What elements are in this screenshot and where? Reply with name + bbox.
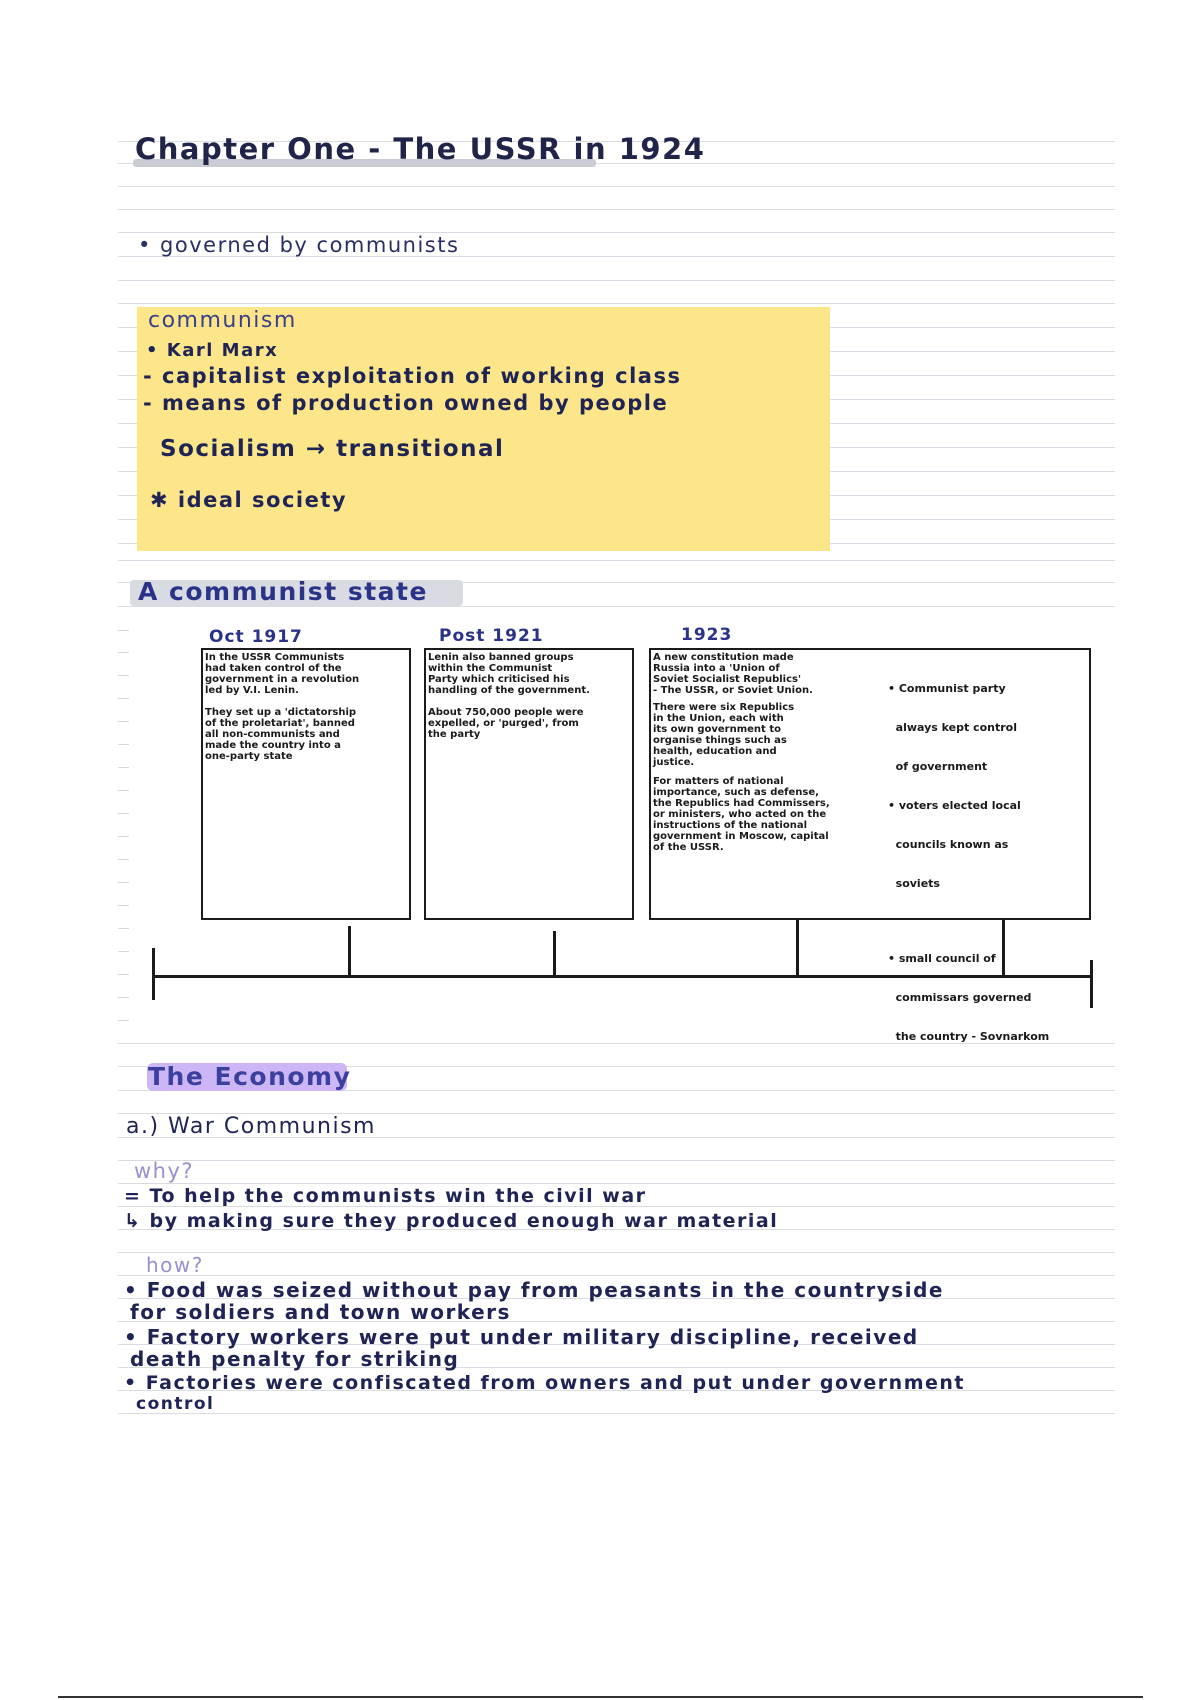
box-1923-text [653, 652, 830, 853]
ruled-line [118, 1183, 1115, 1184]
page-title: Chapter One - The USSR in 1924 [135, 132, 706, 166]
margin-tick [118, 630, 129, 631]
text-line: handling of the government. [428, 685, 590, 696]
margin-tick [118, 882, 129, 883]
spacer [205, 696, 359, 707]
text-line: within the Communist [428, 663, 553, 674]
timeline-connector-1917 [348, 926, 351, 977]
ruled-line [118, 186, 1115, 187]
text-line: or ministers, who acted on the [653, 809, 827, 820]
text-line: There were six Republics [653, 702, 795, 713]
side-note-line: always kept control [888, 721, 1018, 734]
margin-tick [118, 997, 129, 998]
text-line: health, education and [653, 746, 777, 757]
side-note-line: • voters elected local [888, 799, 1021, 812]
text-line: Soviet Socialist Republics' [653, 674, 802, 685]
text-line: importance, such as defense, [653, 787, 819, 798]
side-note-line: soviets [888, 877, 940, 890]
margin-tick [118, 905, 129, 906]
communism-line: - capitalist exploitation of working class [143, 364, 682, 388]
margin-tick [118, 675, 129, 676]
box-1923-side-notes [888, 656, 1049, 1069]
margin-tick [118, 652, 129, 653]
ruled-line [118, 1413, 1115, 1414]
ruled-line [118, 209, 1115, 210]
ruled-line [118, 1252, 1115, 1253]
timeline-start-cap [152, 948, 155, 1000]
how-label: how? [146, 1253, 204, 1277]
timeline-date-1921: Post 1921 [439, 626, 544, 646]
timeline-end-cap [1090, 960, 1093, 1008]
ruled-line [118, 280, 1115, 281]
how-line: for soldiers and town workers [130, 1300, 511, 1324]
text-line: A new constitution made [653, 652, 794, 663]
ruled-line [118, 560, 1115, 561]
text-line: Lenin also banned groups [428, 652, 574, 663]
intro-bullet: • governed by communists [138, 233, 460, 257]
spacer [888, 916, 1049, 926]
margin-tick [118, 1020, 129, 1021]
economy-heading: The Economy [148, 1062, 352, 1091]
text-line: the Republics had Commissers, [653, 798, 830, 809]
margin-tick [118, 928, 129, 929]
text-line: Russia into a 'Union of [653, 663, 780, 674]
text-line: organise things such as [653, 735, 787, 746]
communism-heading: communism [148, 308, 297, 333]
how-line: control [136, 1394, 215, 1414]
ruled-line [118, 303, 1115, 304]
ruled-line [118, 1275, 1115, 1276]
text-line: in the Union, each with [653, 713, 784, 724]
margin-tick [118, 767, 129, 768]
text-line: - The USSR, or Soviet Union. [653, 685, 813, 696]
why-line: = To help the communists win the civil war [124, 1185, 647, 1207]
text-line: all non-communists and [205, 729, 340, 740]
text-line: of the USSR. [653, 842, 724, 853]
text-line: Party which criticised his [428, 674, 570, 685]
text-line: had taken control of the [205, 663, 342, 674]
ruled-line [118, 1160, 1115, 1161]
communism-line: • Karl Marx [146, 340, 279, 361]
timeline-date-1923: 1923 [681, 625, 733, 645]
margin-tick [118, 744, 129, 745]
side-note-line: councils known as [888, 838, 1009, 851]
side-note-line: • Communist party [888, 682, 1006, 695]
margin-tick [118, 951, 129, 952]
spacer [428, 696, 590, 707]
communist-state-heading: A communist state [138, 577, 428, 606]
text-line: They set up a 'dictatorship [205, 707, 357, 718]
margin-tick [118, 836, 129, 837]
war-communism-subheading: a.) War Communism [126, 1114, 376, 1139]
text-line: In the USSR Communists [205, 652, 345, 663]
text-line: its own government to [653, 724, 781, 735]
text-line: About 750,000 people were [428, 707, 584, 718]
side-note-line: • small council of [888, 952, 996, 965]
socialism-note: Socialism → transitional [160, 436, 505, 462]
side-note-line: the country - Sovnarkom [888, 1030, 1050, 1043]
box-1921-text [428, 652, 590, 740]
text-line: the party [428, 729, 481, 740]
page-bottom-border [58, 1696, 1143, 1698]
side-note-line: of government [888, 760, 988, 773]
how-line: • Factory workers were put under military discipline, received [124, 1325, 919, 1349]
side-note-line: commissars governed [888, 991, 1032, 1004]
text-line: led by V.I. Lenin. [205, 685, 299, 696]
text-line: made the country into a [205, 740, 341, 751]
text-line: government in Moscow, capital [653, 831, 829, 842]
ruled-line [118, 606, 1115, 607]
text-line: justice. [653, 757, 695, 768]
text-line: one-party state [205, 751, 293, 762]
timeline-connector-1923-notes [1002, 920, 1005, 977]
how-line: death penalty for striking [130, 1347, 460, 1371]
margin-tick [118, 721, 129, 722]
timeline-connector-1921 [553, 931, 556, 977]
timeline-date-1917: Oct 1917 [209, 627, 303, 647]
margin-tick [118, 813, 129, 814]
text-line: instructions of the national [653, 820, 807, 831]
spacer [653, 768, 830, 776]
margin-tick [118, 859, 129, 860]
text-line: expelled, or 'purged', from [428, 718, 579, 729]
how-line: • Food was seized without pay from peasants in the countryside [124, 1278, 944, 1302]
why-line: ↳ by making sure they produced enough war material [124, 1210, 779, 1232]
text-line: of the proletariat', banned [205, 718, 355, 729]
communism-line: - means of production owned by people [143, 391, 669, 415]
timeline-axis [153, 975, 1093, 978]
box-1917-text [205, 652, 359, 762]
margin-tick [118, 698, 129, 699]
margin-tick [118, 974, 129, 975]
how-line: • Factories were confiscated from owners and put under government [124, 1372, 965, 1394]
margin-tick [118, 790, 129, 791]
why-label: why? [134, 1159, 195, 1183]
text-line: government in a revolution [205, 674, 360, 685]
ideal-society-note: ✱ ideal society [150, 488, 348, 512]
timeline-connector-1923 [796, 920, 799, 977]
text-line: For matters of national [653, 776, 784, 787]
